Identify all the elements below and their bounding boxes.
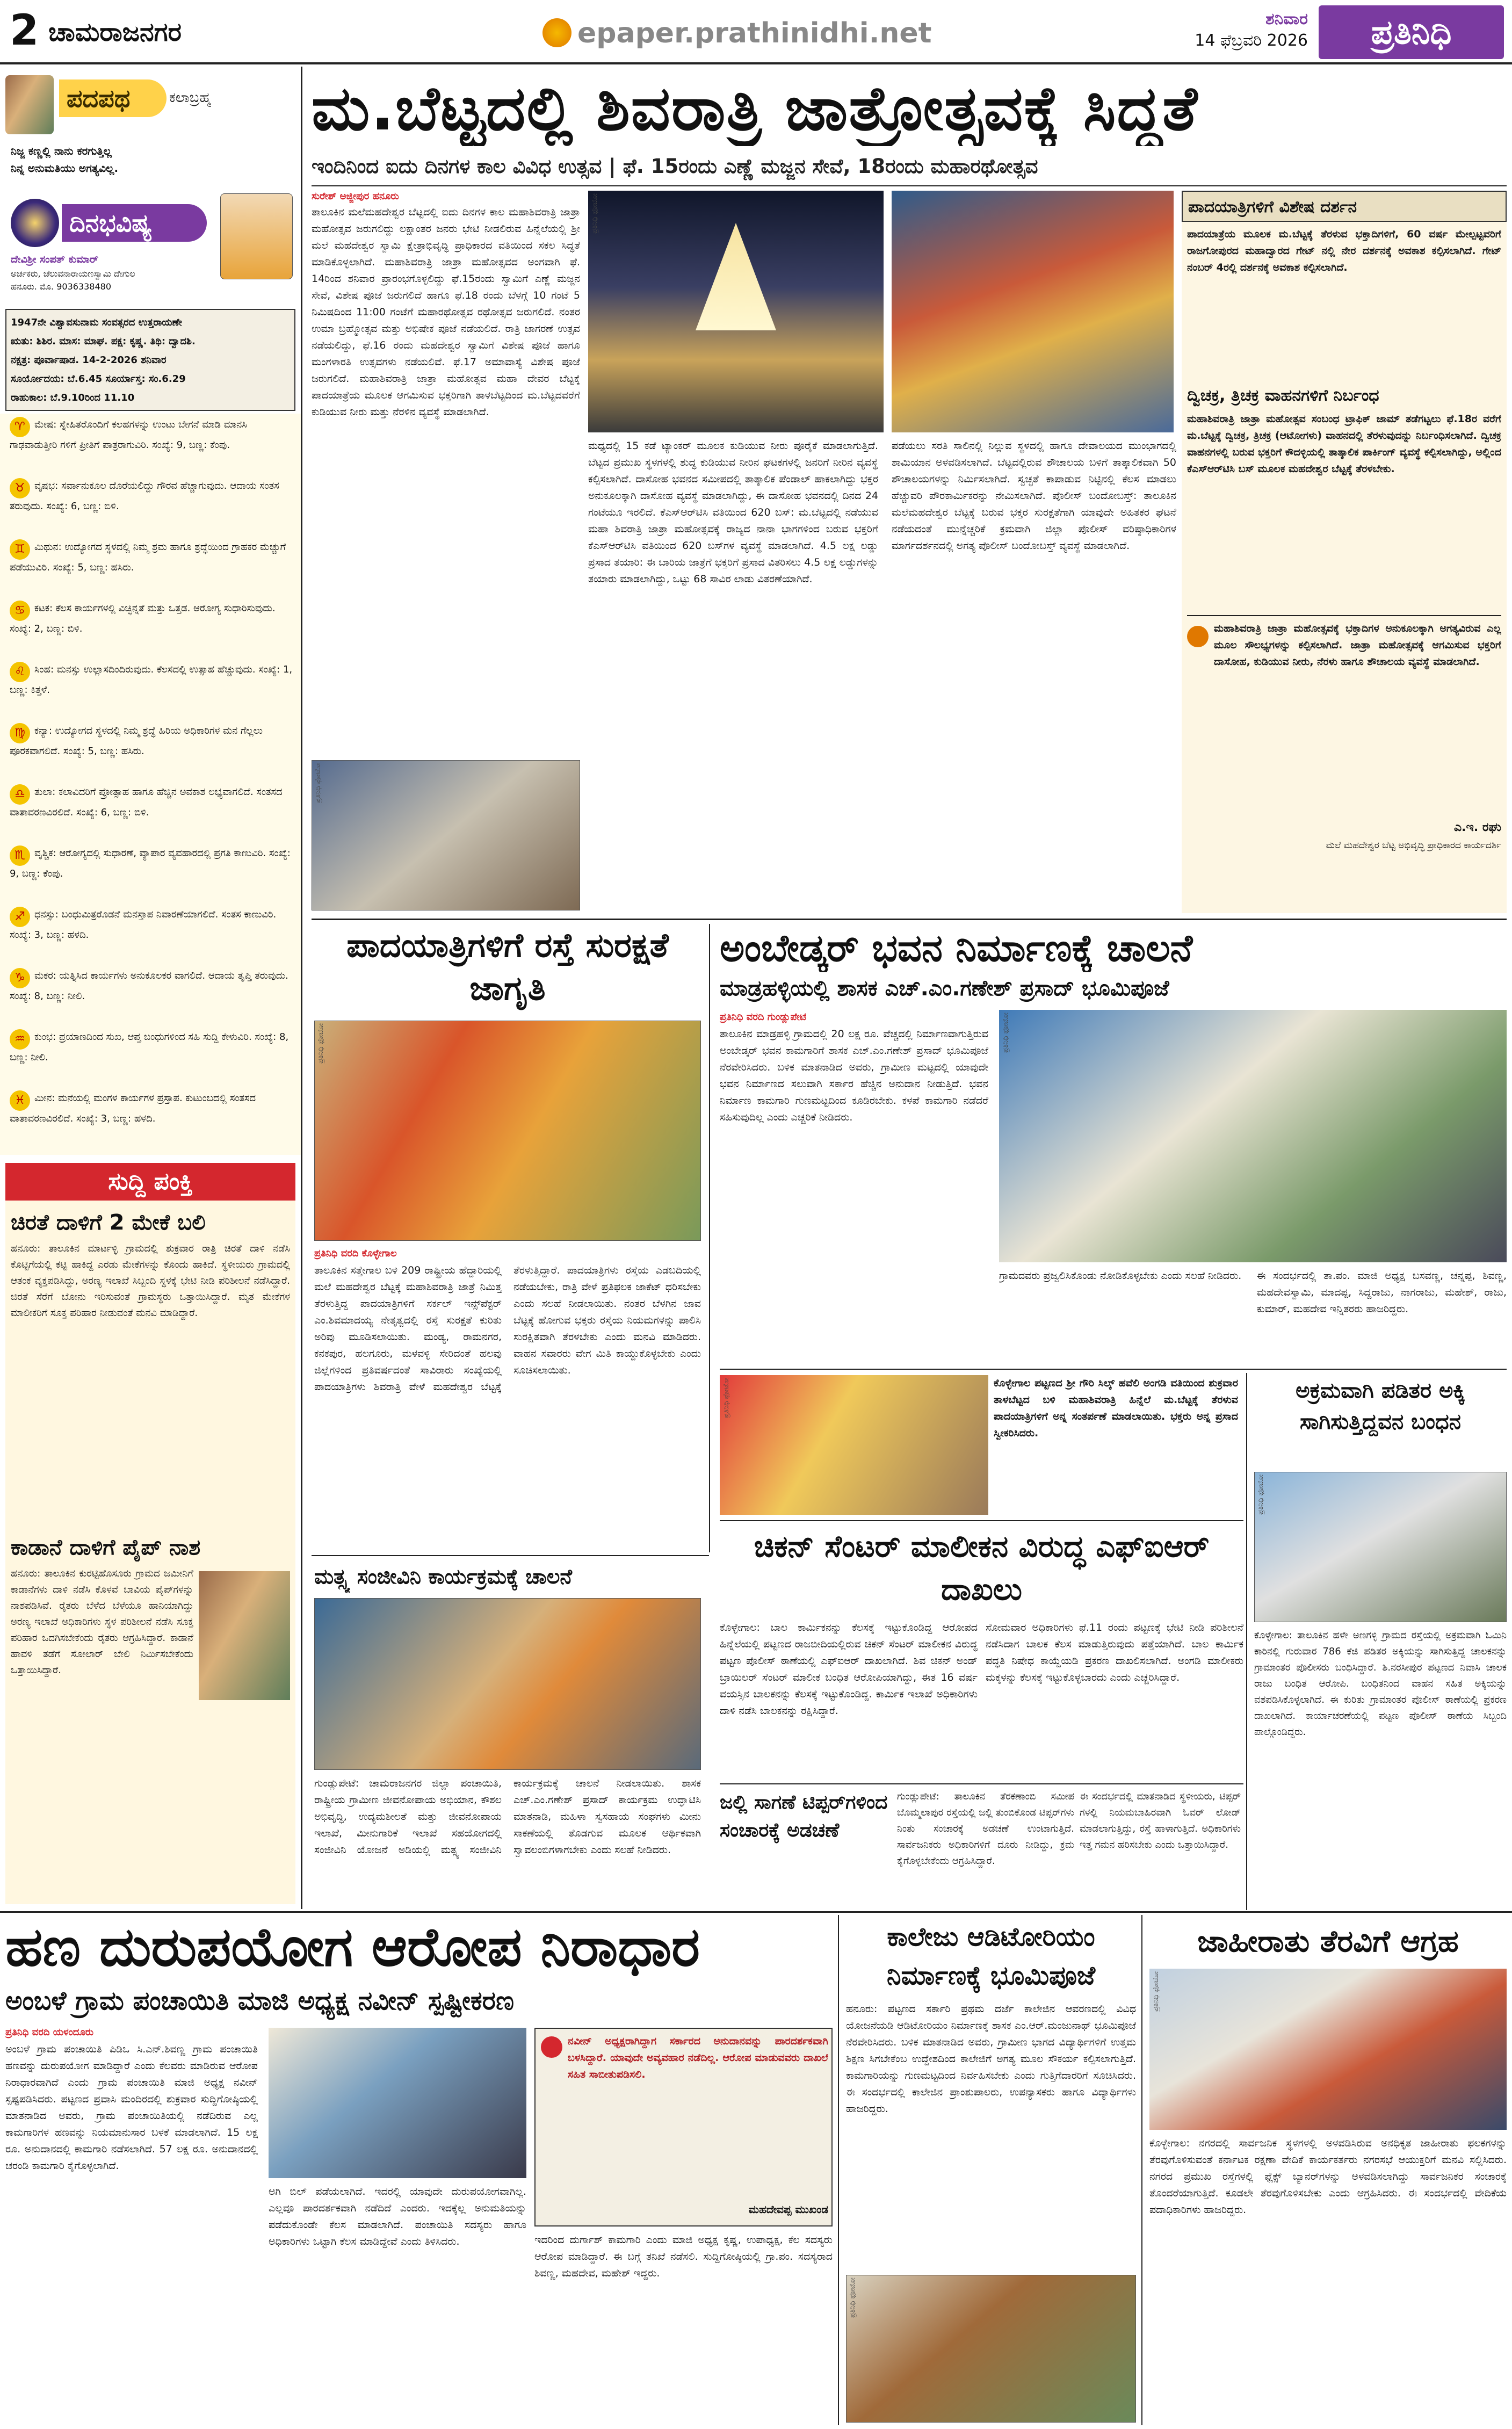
college-headline: ಕಾಲೇಜು ಆಡಿಟೋರಿಯಂ ನಿರ್ಮಾಣಕ್ಕೆ ಭೂಮಿಪೂಜೆ: [886, 1922, 1096, 1991]
quote-icon: [541, 2036, 562, 2058]
temple-tower-shape: [696, 223, 776, 330]
ambedkar-body: ತಾಲೂಕಿನ ಮಾಡ್ರಹಳ್ಳಿ ಗ್ರಾಮದಲ್ಲಿ 20 ಲಕ್ಷ ರೂ. ವೆಚ್ಚದಲ್ಲಿ ನಿರ್ಮಾಣವಾಗುತ್ತಿರುವ ಅಂಬೇಡ್ಕರ್ ಭವನ ಕಾಮಗಾರಿಗೆ ಶಾಸಕ ಎಚ್.ಎಂ.ಗಣೇಶ್ ಪ್ರಸಾದ್ ಭೂಮಿಪೂಜೆ ನೆರವೇರಿಸಿದರು. ಬಳಿಕ ಮಾತನಾಡಿದ ಅವರು, ಗ್ರಾಮೀಣ ಮಟ್ಟದಲ್ಲಿ ಯಾವುದೇ ಭವನ ನಿರ್ಮಾಣದ ಸಲುವಾಗಿ ಸರ್ಕಾರ ಹೆಚ್ಚಿನ ಅನುದಾನ ನೀಡುತ್ತಿದೆ. ಭವನ ನಿರ್ಮಾಣ ಕಾಮಗಾರಿ ಗುಣಮಟ್ಟದಿಂದ ಕೂಡಿರಬೇಕು. ಕಳಪೆ ಕಾಮಗಾರಿ ನಡೆದರೆ ಸಹಿಸುವುದಿಲ್ಲ ಎಂದು ಎಚ್ಚರಿಕೆ ನೀಡಿದರು.: [720, 1028, 988, 1123]
ambedkar-caption: ಗ್ರಾಮದವರು ಪ್ರಜ್ವಲಿಸಿಕೊಂಡು ನೋಡಿಕೊಳ್ಳಬೇಕು ಎಂದು ಸಲಹೆ ನೀಡಿದರು.: [999, 1270, 1242, 1282]
horoscope-row: ♊ ಮಿಥುನ: ಉದ್ಯೋಗದ ಸ್ಥಳದಲ್ಲಿ ನಿಮ್ಮ ಶ್ರಮ ಹಾಗೂ ಶ್ರದ್ಧೆಯಿಂದ ಗ್ರಾಹಕರ ಮೆಚ್ಚುಗೆ ಪಡೆಯುವಿರಿ. ಸಂಖ್ಯೆ: 5, ಬಣ್ಣ: ಹಸಿರು.: [10, 539, 294, 576]
jalli-headline: ಜಲ್ಲಿ ಸಾಗಣೆ ಟಿಪ್ಪರ್‌ಗಳಿಂದ ಸಂಚಾರಕ್ಕೆ ಅಡಚಣೆ: [720, 1791, 888, 1841]
photo-credit: ಪ್ರತಿನಿಧಿ ಫೋಟೋ: [317, 1023, 325, 1064]
virgo-icon: ♍: [10, 723, 30, 743]
temple-night-photo: [588, 191, 884, 432]
college-photo: [846, 2275, 1136, 2423]
hana-quote-by: ಮಹದೇವಪ್ಪ ಮುಖಂಡ: [748, 2203, 828, 2216]
lead-photo-dasoha: [312, 760, 580, 910]
horoscope-list: [0, 414, 301, 1155]
jahiratu-photo: [1149, 1969, 1507, 2130]
college-body: ಹನೂರು: ಪಟ್ಟಣದ ಸರ್ಕಾರಿ ಪ್ರಥಮ ದರ್ಜೆ ಕಾಲೇಜಿನ ಆವರಣದಲ್ಲಿ ವಿವಿಧ ಯೋಜನೆಯಡಿ ಆಡಿಟೋರಿಯಂ ನಿರ್ಮಾಣಕ್ಕೆ ಶಾಸಕ ಎಂ.ಆರ್.ಮಂಜುನಾಥ್ ಭೂಮಿಪೂಜೆ ನೆರವೇರಿಸಿದರು. ಬಳಿಕ ಮಾತನಾಡಿದ ಅವರು, ಗ್ರಾಮೀಣ ಭಾಗದ ವಿದ್ಯಾರ್ಥಿಗಳಿಗೆ ಉತ್ತಮ ಶಿಕ್ಷಣ ಸಿಗಬೇಕೆಂಬ ಉದ್ದೇಶದಿಂದ ಕಾಲೇಜಿಗೆ ಅಗತ್ಯ ಮೂಲ ಸೌಕರ್ಯ ಕಲ್ಪಿಸಲಾಗುತ್ತಿದೆ. ಕಾಮಗಾರಿಯನ್ನು ಗುಣಮಟ್ಟದಿಂದ ನಿರ್ವಹಿಸಬೇಕು ಎಂದು ಗುತ್ತಿಗೆದಾರರಿಗೆ ಸೂಚಿಸಿದರು. ಈ ಸಂದರ್ಭದಲ್ಲಿ ಕಾಲೇಜಿನ ಪ್ರಾಂಶುಪಾಲರು, ಉಪನ್ಯಾಸಕರು ಹಾಗೂ ವಿದ್ಯಾರ್ಥಿಗಳು ಹಾಜರಿದ್ದರು.: [846, 2003, 1136, 2115]
aquarius-icon: ♒: [10, 1029, 30, 1050]
horoscope-row: ♉ ವೃಷಭ: ಸರ್ವಾನುಕೂಲ ದೊರೆಯಲಿದ್ದು ಗೌರವ ಹೆಚ್ಚಾಗುವುದು. ಆದಾಯ ಸಂತಸ ತರುವುದು. ಸಂಖ್ಯೆ: 6, ಬಣ್ಣ: ಬಿಳಿ.: [10, 478, 294, 515]
photo-credit: ಪ್ರತಿನಿಧಿ ಫೋಟೋ: [1152, 1971, 1160, 2012]
hana-headline: ಹಣ ದುರುಪಯೋಗ ಆರೋಪ ನಿರಾಧಾರ: [5, 1918, 700, 1977]
suddi-title: ಸುದ್ದಿ ಪಂಕ್ತಿ: [5, 1163, 295, 1201]
sidebar-body-1: ಪಾದಯಾತ್ರೆಯ ಮೂಲಕ ಮ.ಬೆಟ್ಟಕ್ಕೆ ತೆರಳುವ ಭಕ್ತಾದಿಗಳಿಗೆ, 60 ವರ್ಷ ಮೇಲ್ಪಟ್ಟವರಿಗೆ ರಾಜಗೋಪುರದ ಮಹಾದ್ವಾರದ ಗೇಟ್ ನಲ್ಲಿ ನೇರ ದರ್ಶನಕ್ಕೆ ಅವಕಾಶ ಕಲ್ಪಿಸಲಾಗಿದೆ. ಗೇಟ್ ನಂಬರ್ 4ರಲ್ಲಿ ದರ್ಶನಕ್ಕೆ ಅವಕಾಶ ಕಲ್ಪಿಸಲಾಗಿದೆ.: [1187, 228, 1501, 273]
zodiac-wheel-icon: [11, 199, 59, 247]
jahiratu-headline: ಜಾಹೀರಾತು ತೆರವಿಗೆ ಆಗ್ರಹ: [1197, 1924, 1459, 1959]
poet-photo: [5, 75, 54, 134]
jalli-body: ಗುಂಡ್ಲುಪೇಟೆ: ತಾಲೂಕಿನ ತೆರಕಣಾಂಬಿ ಸಮೀಪ ಬೊಮ್ಮಲಾಪುರ ರಸ್ತೆಯಲ್ಲಿ ಜಲ್ಲಿ ತುಂಬಿಕೊಂಡ ಟಿಪ್ಪರ್‌ಗಳು ನಿಂತು ಸಂಚಾರಕ್ಕೆ ಅಡಚಣೆ ಉಂಟಾಗುತ್ತಿದೆ. ಸಾರ್ವಜನಿಕರು ಅಧಿಕಾರಿಗಳಿಗೆ ದೂರು ನೀಡಿದ್ದು, ಕ್ರಮ ಕೈಗೊಳ್ಳಬೇಕೆಂದು ಆಗ್ರಹಿಸಿದ್ದಾರೆ.: [897, 1791, 1074, 1867]
scorpio-icon: ♏: [10, 845, 30, 866]
astrologer-photo: [220, 193, 293, 279]
annadana-photo: [720, 1375, 988, 1515]
cancer-icon: ♋: [10, 601, 30, 621]
photo-credit: ಪ್ರತಿನಿಧಿ ಫೋಟೋ: [722, 1378, 730, 1418]
taurus-icon: ♉: [10, 478, 30, 498]
page-number: 2: [10, 6, 39, 55]
lead-byline: ಸುರೇಶ್ ಅಜ್ಜೀಪುರ ಹನೂರು: [312, 191, 399, 202]
sidebar-quote-by: ಎ.ಇ. ರಘು: [1454, 821, 1501, 834]
photo-credit: ಪ್ರತಿನಿಧಿ ಫೋಟೋ: [591, 193, 599, 234]
jalli-body-2: ಈ ಸಂದರ್ಭದಲ್ಲಿ ಮಾತನಾಡಿದ ಸ್ಥಳೀಯರು, ಟಿಪ್ಪರ್ ಗಳಲ್ಲಿ ನಿಯಮಬಾಹಿರವಾಗಿ ಓವರ್ ಲೋಡ್ ಮಾಡಲಾಗುತ್ತಿದ್ದು, ರಸ್ತೆ ಹಾಳಾಗುತ್ತಿದೆ. ಅಧಿಕಾರಿಗಳು ಇತ್ತ ಗಮನ ಹರಿಸಬೇಕು ಎಂದು ಒತ್ತಾಯಿಸಿದ್ದಾರೆ.: [1080, 1791, 1241, 1850]
jahiratu-body: ಕೊಳ್ಳೇಗಾಲ: ನಗರದಲ್ಲಿ ಸಾರ್ವಜನಿಕ ಸ್ಥಳಗಳಲ್ಲಿ ಅಳವಡಿಸಿರುವ ಅನಧಿಕೃತ ಜಾಹೀರಾತು ಫಲಕಗಳನ್ನು ತೆರವುಗೊಳಿಸುವಂತೆ ಕರ್ನಾಟಕ ರಕ್ಷಣಾ ವೇದಿಕೆ ಕಾರ್ಯಕರ್ತರು ನಗರಸಭೆ ಆಯುಕ್ತರಿಗೆ ಮನವಿ ಸಲ್ಲಿಸಿದರು. ನಗರದ ಪ್ರಮುಖ ರಸ್ತೆಗಳಲ್ಲಿ ಫ್ಲೆಕ್ಸ್ ಬ್ಯಾನರ್‌ಗಳನ್ನು ಅಳವಡಿಸಲಾಗಿದ್ದು ಸಾರ್ವಜನಿಕರ ಸಂಚಾರಕ್ಕೆ ತೊಂದರೆಯಾಗುತ್ತಿದೆ. ಕೂಡಲೇ ತೆರವುಗೊಳಿಸಬೇಕು ಎಂದು ಆಗ್ರಹಿಸಿದರು. ಈ ಸಂದರ್ಭದಲ್ಲಿ ವೇದಿಕೆಯ ಪದಾಧಿಕಾರಿಗಳು ಹಾಜರಿದ್ದರು.: [1149, 2137, 1507, 2216]
masthead: [0, 0, 1512, 64]
matsya-headline: ಮತ್ಸ್ಯ ಸಂಜೀವಿನಿ ಕಾರ್ಯಕ್ರಮಕ್ಕೆ ಚಾಲನೆ: [314, 1565, 573, 1588]
ambedkar-byline: ಪ್ರತಿನಿಧಿ ವರದಿ ಗುಂಡ್ಲುಪೇಟೆ: [720, 1011, 807, 1023]
horoscope-row: ♌ ಸಿಂಹ: ಮನಸ್ಸು ಉಲ್ಲಾಸದಿಂದಿರುವುದು. ಕೆಲಸದಲ್ಲಿ ಉತ್ಸಾಹ ಹೆಚ್ಚುವುದು. ಸಂಖ್ಯೆ: 1, ಬಣ್ಣ: ಕಿತ್ತಳೆ.: [10, 662, 294, 698]
photo-credit: ಪ್ರತಿನಿಧಿ ಫೋಟೋ: [1002, 1013, 1010, 1053]
matsya-body: ಗುಂಡ್ಲುಪೇಟೆ: ಚಾಮರಾಜನಗರ ಜಿಲ್ಲಾ ಪಂಚಾಯಿತಿ, ರಾಷ್ಟ್ರೀಯ ಗ್ರಾಮೀಣ ಜೀವನೋಪಾಯ ಅಭಿಯಾನ, ಕೌಶಲ ಅಭಿವೃದ್ಧಿ, ಉದ್ಯಮಶೀಲತೆ ಮತ್ತು ಜೀವನೋಪಾಯ ಇಲಾಖೆ, ಮೀನುಗಾರಿಕೆ ಇಲಾಖೆ ಸಹಯೋಗದಲ್ಲಿ ಸಂಜೀವಿನಿ ಯೋಜನೆ ಅಡಿಯಲ್ಲಿ ಮತ್ಸ್ಯ ಸಂಜೀವಿನಿ ಕಾರ್ಯಕ್ರಮಕ್ಕೆ ಚಾಲನೆ ನೀಡಲಾಯಿತು. ಶಾಸಕ ಎಚ್.ಎಂ.ಗಣೇಶ್ ಪ್ರಸಾದ್ ಕಾರ್ಯಕ್ರಮ ಉದ್ಘಾಟಿಸಿ ಮಾತನಾಡಿ, ಮಹಿಳಾ ಸ್ವಸಹಾಯ ಸಂಘಗಳು ಮೀನು ಸಾಕಣೆಯಲ್ಲಿ ತೊಡಗುವ ಮೂಲಕ ಆರ್ಥಿಕವಾಗಿ ಸ್ವಾವಲಂಬಿಗಳಾಗಬೇಕು ಎಂದು ಸಲಹೆ ನೀಡಿದರು.: [314, 1777, 701, 1856]
padayatri-headline: ಪಾದಯಾತ್ರಿಗಳಿಗೆ ರಸ್ತೆ ಸುರಕ್ಷತೆ ಜಾಗೃತಿ: [346, 926, 669, 1008]
horoscope-row: ♍ ಕನ್ಯಾ: ಉದ್ಯೋಗದ ಸ್ಥಳದಲ್ಲಿ ನಿಮ್ಮ ಶ್ರದ್ಧೆ ಹಿರಿಯ ಅಧಿಕಾರಿಗಳ ಮನ ಗೆಲ್ಲಲು ಪೂರಕವಾಗಲಿದೆ. ಸಂಖ್ಯೆ: 5, ಬಣ್ಣ: ಹಸಿರು.: [10, 723, 294, 760]
sidebar-body-2: ಮಹಾಶಿವರಾತ್ರಿ ಜಾತ್ರಾ ಮಹೋತ್ಸವ ಸಂಬಂಧ ಟ್ರಾಫಿಕ್ ಜಾಮ್ ತಡೆಗಟ್ಟಲು ಫೆ.18ರ ವರೆಗೆ ಮ.ಬೆಟ್ಟಕ್ಕೆ ದ್ವಿಚಕ್ರ, ತ್ರಿಚಕ್ರ (ಆಟೋಗಳು) ವಾಹನದಲ್ಲಿ ತೆರಳುವುದನ್ನು ನಿರ್ಬಂಧಿಸಲಾಗಿದೆ. ದ್ವಿಚಕ್ರ ವಾಹನಗಳಲ್ಲಿ ಬರುವ ಭಕ್ತರಿಗೆ ಕೌದಳ್ಳಿಯಲ್ಲಿ ತಾತ್ಕಾಲಿಕ ಪಾರ್ಕಿಂಗ್ ವ್ಯವಸ್ಥೆ ಕಲ್ಪಿಸಲಾಗಿದ್ದು, ಅಲ್ಲಿಂದ ಕೆಎಸ್‌ಆರ್‌ಟಿಸಿ ಬಸ್ ಮೂಲಕ ಮಹದೇಶ್ವರ ಬೆಟ್ಟಕ್ಕೆ ತೆರಳಬೇಕು.: [1187, 413, 1501, 475]
annadana-body: ಕೊಳ್ಳೇಗಾಲ ಪಟ್ಟಣದ ಶ್ರೀ ಗೌರಿ ಸಿಲ್ಕ್ ಹವೆಲಿ ಅಂಗಡಿ ವತಿಯಿಂದ ಶುಕ್ರವಾರ ತಾಳಬೆಟ್ಟದ ಬಳಿ ಮಹಾಶಿವರಾತ್ರಿ ಹಿನ್ನೆಲೆ ಮ.ಬೆಟ್ಟಕ್ಕೆ ತೆರಳುವ ಪಾದಯಾತ್ರಿಗಳಿಗೆ ಅನ್ನ ಸಂತರ್ಪಣೆ ಮಾಡಲಾಯಿತು. ಭಕ್ತರು ಅನ್ನ ಪ್ರಸಾದ ಸ್ವೀಕರಿಸಿದರು.: [994, 1377, 1238, 1439]
brand-logo: ಪ್ರತಿನಿಧಿ: [1319, 5, 1504, 59]
lead-sidebar: [1182, 191, 1507, 913]
dinabhavishya-box: [5, 193, 295, 306]
ambedkar-headline: ಅಂಬೇಡ್ಕರ್ ಭವನ ನಿರ್ಮಾಣಕ್ಕೆ ಚಾಲನೆ: [720, 926, 1193, 970]
ambedkar-body-2: ಈ ಸಂದರ್ಭದಲ್ಲಿ ತಾ.ಪಂ. ಮಾಜಿ ಅಧ್ಯಕ್ಷ ಬಸವಣ್ಣ, ಚನ್ನಪ್ಪ, ಶಿವಣ್ಣ, ಮಹದೇವಸ್ವಾಮಿ, ಮಾದಪ್ಪ, ಸಿದ್ದರಾಜು, ನಾಗರಾಜು, ಮಹೇಶ್, ರಾಜು, ಕುಮಾರ್, ಮಹದೇವ ಇನ್ನಿತರರು ಹಾಜರಿದ್ದರು.: [1257, 1270, 1507, 1315]
sidebar-quote: ಮಹಾಶಿವರಾತ್ರಿ ಜಾತ್ರಾ ಮಹೋತ್ಸವಕ್ಕೆ ಭಕ್ತಾದಿಗಳ ಅನುಕೂಲಕ್ಕಾಗಿ ಅಗತ್ಯವಿರುವ ಎಲ್ಲ ಮೂಲ ಸೌಲಭ್ಯಗಳನ್ನು ಕಲ್ಪಿಸಲಾಗಿದೆ. ಜಾತ್ರಾ ಮಹೋತ್ಸವಕ್ಕೆ ಆಗಮಿಸುವ ಭಕ್ತರಿಗೆ ದಾಸೋಹ, ಕುಡಿಯುವ ನೀರು, ನೆರಳು ಹಾಗೂ ಶೌಚಾಲಯ ವ್ಯವಸ್ಥೆ ಮಾಡಲಾಗಿದೆ.: [1214, 623, 1501, 668]
hana-body-2: ಅಗಿ ಬಿಲ್ ಪಡೆಯಲಾಗಿದೆ. ಇದರಲ್ಲಿ ಯಾವುದೇ ದುರುಪಯೋಗವಾಗಿಲ್ಲ. ಎಲ್ಲವೂ ಪಾರದರ್ಶಕವಾಗಿ ನಡೆದಿದೆ ಎಂದರು. ಇದಕ್ಕೆಲ್ಲ ಅನುಮತಿಯನ್ನು ಪಡೆದುಕೊಂಡೇ ಕೆಲಸ ಮಾಡಲಾಗಿದೆ. ಪಂಚಾಯಿತಿ ಸದಸ್ಯರು ಹಾಗೂ ಅಧಿಕಾರಿಗಳು ಒಟ್ಟಾಗಿ ಕೆಲಸ ಮಾಡಿದ್ದೇವೆ ಎಂದು ತಿಳಿಸಿದರು.: [269, 2186, 526, 2247]
photo-credit: ಪ್ರತಿನಿಧಿ ಫೋಟೋ: [1257, 1474, 1265, 1515]
website-url[interactable]: epaper.prathinidhi.net: [577, 17, 932, 49]
padapatha-quote: ನಿಜ್ಜ ಕಣ್ಣಲ್ಲಿ ನಾನು ಕರಗುತ್ತಿಲ್ಲ ನಿನ್ನ ಅನುಮತಿಯು ಅಗತ್ಯವಿಲ್ಲ.: [11, 144, 119, 175]
pisces-icon: ♓: [10, 1090, 30, 1111]
gemini-icon: ♊: [10, 539, 30, 560]
matsya-photo: [314, 1598, 701, 1770]
ambedkar-subhead: ಮಾಡ್ರಹಳ್ಳಿಯಲ್ಲಿ ಶಾಸಕ ಎಚ್.ಎಂ.ಗಣೇಶ್ ಪ್ರಸಾದ್ ಭೂಮಿಪೂಜೆ: [720, 976, 1169, 1001]
crowd-photo: [892, 191, 1174, 432]
lead-column-2: ಮಧ್ಯದಲ್ಲಿ 15 ಕಡೆ ಟ್ಯಾಂಕರ್ ಮೂಲಕ ಕುಡಿಯುವ ನೀರು ಪೂರೈಕೆ ಮಾಡಲಾಗುತ್ತಿದೆ. ಬೆಟ್ಟದ ಪ್ರಮುಖ ಸ್ಥಳಗಳಲ್ಲಿ ಶುದ್ಧ ಕುಡಿಯುವ ನೀರಿನ ಘಟಕಗಳಲ್ಲಿ ಜನರಿಗೆ ನೀರಿನ ವ್ಯವಸ್ಥೆ ಕಲ್ಪಿಸಲಾಗಿದೆ. ದಾಸೋಹ ಭವನದ ಸಮೀಪದಲ್ಲಿ ತಾತ್ಕಾಲಿಕ ಪೆಂಡಾಲ್ ಹಾಕಲಾಗಿದ್ದು ಭಕ್ತರ ಅನುಕೂಲಕ್ಕಾಗಿ ದಾಸೋಹ ವ್ಯವಸ್ಥೆ ಮಾಡಲಾಗಿದ್ದು, ಈ ದಾಸೋಹ ಭವನದಲ್ಲಿ ದಿನದ 24 ಗಂಟೆಯೂ ಇರಲಿದೆ. ಕೆಎಸ್‌ಆರ್‌ಟಿಸಿ ವತಿಯಿಂದ 620 ಬಸ್: ಮ.ಬೆಟ್ಟದಲ್ಲಿ ನಡೆಯುವ ಮಹಾ ಶಿವರಾತ್ರಿ ಜಾತ್ರಾ ಮಹೋತ್ಸವಕ್ಕೆ ರಾಜ್ಯದ ನಾನಾ ಭಾಗಗಳಿಂದ ಬರುವ ಭಕ್ತರಿಗೆ ಕೆಎಸ್‌ಆರ್‌ಟಿಸಿ ವತಿಯಿಂದ 620 ಬಸ್‌ಗಳ ವ್ಯವಸ್ಥೆ ಮಾಡಲಾಗಿದೆ. 4.5 ಲಕ್ಷ ಲಡ್ಡು ಪ್ರಸಾದ ತಯಾರಿ: ಈ ಬಾರಿಯ ಜಾತ್ರೆಗೆ ಭಕ್ತರಿಗೆ ಪ್ರಸಾದ ವಿತರಿಸಲು 4.5 ಲಕ್ಷ ಲಡ್ಡುಗಳನ್ನು ತಯಾರು ಮಾಡಲಾಗಿದ್ದು, ಒಟ್ಟು 68 ಸಾವಿರ ಲಾಡು ವಿತರಣೆಯಾಗಿದೆ.: [588, 440, 878, 585]
chicken-body: ಕೊಳ್ಳೇಗಾಲ: ಬಾಲ ಕಾರ್ಮಿಕನನ್ನು ಕೆಲಸಕ್ಕೆ ಇಟ್ಟುಕೊಂಡಿದ್ದ ಆರೋಪದ ಹಿನ್ನೆಲೆಯಲ್ಲಿ ಪಟ್ಟಣದ ರಾಜಬೀದಿಯಲ್ಲಿರುವ ಚಿಕನ್ ಸೆಂಟರ್ ಮಾಲೀಕನ ವಿರುದ್ಧ ಪಟ್ಟಣ ಪೊಲೀಸ್ ಠಾಣೆಯಲ್ಲಿ ಎಫ್‌ಐಆರ್ ದಾಖಲಾಗಿದೆ. ಶಿವ ಚಿಕನ್ ಅಂಡ್ ಬ್ರಾಯಿಲರ್ ಸೆಂಟರ್ ಮಾಲೀಕ ಬಂಧಿತ ಆರೋಪಿಯಾಗಿದ್ದು, ಈತ 16 ವರ್ಷ ವಯಸ್ಸಿನ ಬಾಲಕನನ್ನು ಕೆಲಸಕ್ಕೆ ಇಟ್ಟುಕೊಂಡಿದ್ದ. ಕಾರ್ಮಿಕ ಇಲಾಖೆ ಅಧಿಕಾರಿಗಳು ದಾಳಿ ನಡೆಸಿ ಬಾಲಕನನ್ನು ರಕ್ಷಿಸಿದ್ದಾರೆ.: [720, 1622, 978, 1717]
dinabhavishya-title: ದಿನಭವಿಷ್ಯ: [62, 204, 207, 242]
sidebar-title-2: ದ್ವಿಚಕ್ರ, ತ್ರಿಚಕ್ರ ವಾಹನಗಳಿಗೆ ನಿರ್ಬಂಧ: [1187, 386, 1379, 405]
padapatha-author: ಕಲಾಬ್ರಹ್ಮ: [169, 90, 212, 106]
akki-photo: [1254, 1472, 1507, 1622]
hana-byline: ಪ್ರತಿನಿಧಿ ವರದಿ ಯಳಂದೂರು: [5, 2027, 94, 2038]
sun-logo-icon: [542, 18, 571, 47]
elephant-damage-photo: [199, 1571, 290, 1700]
horoscope-row: ♓ ಮೀನ: ಮನೆಯಲ್ಲಿ ಮಂಗಳ ಕಾರ್ಯಗಳ ಪ್ರಸ್ತಾಪ. ಕುಟುಂಬದಲ್ಲಿ ಸಂತಸದ ವಾತಾವರಣವಿರಲಿದೆ. ಸಂಖ್ಯೆ: 3, ಬಣ್ಣ: ಹಳದಿ.: [10, 1090, 294, 1127]
sagittarius-icon: ♐: [10, 907, 30, 927]
horoscope-row: ♋ ಕಟಕ: ಕೆಲಸ ಕಾರ್ಯಗಳಲ್ಲಿ ವಿಚ್ಛಿನ್ನತೆ ಮತ್ತು ಒತ್ತಡ. ಆರೋಗ್ಯ ಸುಧಾರಿಸುವುದು. ಸಂಖ್ಯೆ: 2, ಬಣ್ಣ: ಬಿಳಿ.: [10, 601, 294, 637]
lead-column-1: ತಾಲೂಕಿನ ಮಲೆಮಹದೇಶ್ವರ ಬೆಟ್ಟದಲ್ಲಿ ಐದು ದಿನಗಳ ಕಾಲ ಮಹಾಶಿವರಾತ್ರಿ ಜಾತ್ರಾ ಮಹೋತ್ಸವ ಜರುಗಲಿದ್ದು ಲಕ್ಷಾಂತರ ಜನರು ಭೇಟಿ ನೀಡಲಿರುವ ಹಿನ್ನೆಲೆಯಲ್ಲಿ ಶ್ರೀ ಮಲೆ ಮಹದೇಶ್ವರ ಸ್ವಾಮಿ ಕ್ಷೇತ್ರಾಭಿವೃದ್ಧಿ ಪ್ರಾಧಿಕಾರದ ವತಿಯಿಂದ ಸಕಲ ಸಿದ್ಧತೆ ಮಾಡಿಕೊಳ್ಳಲಾಗಿದೆ. ಮಹಾಶಿವರಾತ್ರಿ ಜಾತ್ರಾ ಮಹೋತ್ಸವದ ಅಂಗವಾಗಿ ಫೆ. 14ರಿಂದ ಶನಿವಾರ ಪ್ರಾರಂಭಗೊಳ್ಳಲಿದ್ದು ಫೆ.15ರಂದು ಸ್ವಾಮಿಗೆ ಎಣ್ಣೆ ಮಜ್ಜನ ಸೇವೆ, ವಿಶೇಷ ಪೂಜೆ ಜರುಗಲಿದೆ ಹಾಗೂ ಫೆ.18 ರಂದು ಬೆಳಗ್ಗೆ 10 ಗಂಟೆ 5 ನಿಮಿಷದಿಂದ 11:00 ಗಂಟೆಗೆ ಮಹಾರಥೋತ್ಸವ ರಥೋತ್ಸವ ಜರುಗಲಿದೆ. ನಂತರ ಉಮಾ ಬ್ರಹ್ಮೋತ್ಸವ ಮತ್ತು ಅಭಿಷೇಕ ಪೂಜೆ ನಡೆಯಲಿದೆ. ರಾತ್ರಿ ಜಾಗರಣೆ ಉತ್ಸವ ನಡೆಯಲಿದ್ದು, ಫೆ.16 ರಂದು ಮಹದೇಶ್ವರ ಸ್ವಾಮಿಗೆ ವಿಶೇಷ ಪೂಜೆ ಹಾಗೂ ಮಂಗಳಾರತಿ ಉತ್ಸವಗಳು ನಡೆಯಲಿವೆ. ಫೆ.17 ಅಮಾವಾಸ್ಯೆ ವಿಶೇಷ ಪೂಜೆ ಜರುಗಲಿದೆ. ಮಹಾಶಿವರಾತ್ರಿ ಜಾತ್ರಾ ಮಹೋತ್ಸವ ಮಹಾ ದೇವರ ಬೆಟ್ಟಕ್ಕೆ ಪಾದಯಾತ್ರೆಯ ಮೂಲಕ ಆಗಮಿಸುವ ಭಕ್ತರಿಗಾಗಿ ತಾಳಬೆಟ್ಟದಿಂದ ಮ.ಬೆಟ್ಟದವರೆಗೆ ಕುಡಿಯುವ ನೀರು ಮತ್ತು ನೆರಳಿನ ವ್ಯವಸ್ಥೆ ಮಾಡಲಾಗಿದೆ.: [312, 206, 580, 418]
hana-quote: ನವೀನ್ ಅಧ್ಯಕ್ಷರಾಗಿದ್ದಾಗ ಸರ್ಕಾರದ ಅನುದಾನವನ್ನು ಪಾರದರ್ಶಕವಾಗಿ ಬಳಸಿದ್ದಾರೆ. ಯಾವುದೇ ಅವ್ಯವಹಾರ ನಡೆದಿಲ್ಲ. ಆರೋಪ ಮಾಡುವವರು ದಾಖಲೆ ಸಹಿತ ಸಾಬೀತುಪಡಿಸಲಿ.: [568, 2035, 828, 2080]
hana-press-photo: [269, 2028, 526, 2178]
suddi-item2-body: ಹನೂರು: ತಾಲೂಕಿನ ಕುರಟ್ಟಿಹೊಸೂರು ಗ್ರಾಮದ ಜಮೀನಿಗೆ ಕಾಡಾನೆಗಳು ದಾಳಿ ನಡೆಸಿ ಕೊಳವೆ ಬಾವಿಯ ಪೈಪ್‌ಗಳನ್ನು ನಾಶಪಡಿಸಿವೆ. ರೈತರು ಬೆಳೆದ ಬೆಳೆಯೂ ಹಾನಿಯಾಗಿದ್ದು ಅರಣ್ಯ ಇಲಾಖೆ ಅಧಿಕಾರಿಗಳು ಸ್ಥಳ ಪರಿಶೀಲನೆ ನಡೆಸಿ ಸೂಕ್ತ ಪರಿಹಾರ ಒದಗಿಸಬೇಕೆಂದು ರೈತರು ಆಗ್ರಹಿಸಿದ್ದಾರೆ. ಕಾಡಾನೆ ಹಾವಳಿ ತಡೆಗೆ ಸೋಲಾರ್ ಬೇಲಿ ನಿರ್ಮಿಸಬೇಕೆಂದು ಒತ್ತಾಯಿಸಿದ್ದಾರೆ.: [11, 1568, 193, 1676]
date: 14 ಫೆಬ್ರವರಿ 2026: [1195, 31, 1308, 50]
panchanga-box: [5, 309, 295, 411]
horoscope-row: ♐ ಧನಸ್ಸು: ಬಂಧುಮಿತ್ರರೊಡನೆ ಮನಸ್ತಾಪ ನಿವಾರಣೆಯಾಗಲಿದೆ. ಸಂತಸ ಕಾಣುವಿರಿ. ಸಂಖ್ಯೆ: 3, ಬಣ್ಣ: ಹಳದಿ.: [10, 907, 294, 943]
suddi-item1-headline: ಚಿರತೆ ದಾಳಿಗೆ 2 ಮೇಕೆ ಬಲಿ: [11, 1210, 206, 1235]
hana-quote-box: [534, 2028, 833, 2226]
hana-body-3: ಇದರಿಂದ ದುರ್ಗಾಶ್ ಕಾಮಗಾರಿ ಎಂದು ಮಾಜಿ ಅಧ್ಯಕ್ಷ ಕೃಷ್ಣ, ಉಪಾಧ್ಯಕ್ಷ, ಕೆಲ ಸದಸ್ಯರು ಆರೋಪ ಮಾಡಿದ್ದಾರೆ. ಈ ಬಗ್ಗೆ ತನಿಖೆ ನಡೆಸಲಿ. ಸುದ್ದಿಗೋಷ್ಠಿಯಲ್ಲಿ ಗ್ರಾ.ಪಂ. ಸದಸ್ಯರಾದ ಶಿವಣ್ಣ, ಮಹದೇವ, ಮಹೇಶ್ ಇದ್ದರು.: [534, 2234, 833, 2279]
aries-icon: ♈: [10, 417, 30, 437]
horoscope-row: ♈ ಮೇಷ: ಸ್ನೇಹಿತರೊಂದಿಗೆ ಕಲಹಗಳನ್ನು ಉಂಟು ಬೇಗನೆ ಮಾಡಿ ಮಾನಸಿ ಗಾಢವಾಡುತ್ತೀರಿ ಗಳಿಗೆ ಪ್ರೀತಿಗೆ ಪಾತ್ರರಾಗುವಿರಿ. ಸಂಖ್ಯೆ: 9, ಬಣ್ಣ: ಕೆಂಪು.: [10, 417, 294, 453]
suddi-item2-headline: ಕಾಡಾನೆ ದಾಳಿಗೆ ಪೈಪ್ ನಾಶ: [11, 1535, 201, 1560]
day: ಶನಿವಾರ: [1265, 10, 1308, 28]
photo-credit: ಪ್ರತಿನಿಧಿ ಫೋಟೋ: [314, 763, 322, 803]
sidebar-title-1: ಪಾದಯಾತ್ರಿಗಳಿಗೆ ವಿಶೇಷ ದರ್ಶನ: [1182, 191, 1507, 222]
astrologer-name: ದೇವಿಶ್ರೀ ಸಂಪತ್ ಕುಮಾರ್: [11, 254, 99, 265]
chicken-body-2: ಸೋಮವಾರ ಅಧಿಕಾರಿಗಳು ಫೆ.11 ರಂದು ಪಟ್ಟಣಕ್ಕೆ ಭೇಟಿ ನೀಡಿ ಪರಿಶೀಲನೆ ನಡೆಸಿದಾಗ ಬಾಲಕ ಕೆಲಸ ಮಾಡುತ್ತಿರುವುದು ಪತ್ತೆಯಾಗಿದೆ. ಬಾಲ ಕಾರ್ಮಿಕ ಪದ್ಧತಿ ನಿಷೇಧ ಕಾಯ್ದೆಯಡಿ ಪ್ರಕರಣ ದಾಖಲಿಸಲಾಗಿದೆ. ಅಂಗಡಿ ಮಾಲೀಕರು ಮಕ್ಕಳನ್ನು ಕೆಲಸಕ್ಕೆ ಇಟ್ಟುಕೊಳ್ಳಬಾರದು ಎಂದು ಎಚ್ಚರಿಸಿದ್ದಾರೆ.: [986, 1622, 1243, 1683]
photo-credit: ಪ್ರತಿನಿಧಿ ಫೋಟೋ: [849, 2278, 857, 2318]
padayatri-byline: ಪ್ರತಿನಿಧಿ ವರದಿ ಕೊಳ್ಳೇಗಾಲ: [314, 1248, 397, 1259]
panchanga-text: 1947ನೇ ವಿಶ್ವಾವಸುನಾಮ ಸಂವತ್ಸರದ ಉತ್ತರಾಯಣೇ ಋತು: ಶಿಶಿರ. ಮಾಸ: ಮಾಘ. ಪಕ್ಷ: ಕೃಷ್ಣ. ತಿಥಿ: ದ್ವಾದಶಿ. ನಕ್ಷತ್ರ: ಪೂರ್ವಾಷಾಡ. 14-2-2026 ಶನಿವಾರ ಸೂರ್ಯೋದಯ: ಬೆ.6.45 ಸೂರ್ಯಾಸ್ತ: ಸಂ.6.29 ರಾಹುಕಾಲ: ಬೆ.9.10ರಿಂದ 11.10: [11, 317, 196, 403]
padayatri-photo: [314, 1021, 701, 1241]
astrologer-detail: ಅರ್ಚಕರು, ಚೆಲುವನಾರಾಯಣಸ್ವಾಮಿ ದೇಗುಲ ಹನೂರು. ಮೊ. 9036338480: [11, 269, 135, 292]
padapatha-box: [5, 75, 295, 188]
padapatha-title: ಪದಪಥ: [59, 79, 167, 117]
horoscope-row: ♒ ಕುಂಭ: ಪ್ರಯಾಣದಿಂದ ಸುಖ, ಆಪ್ತ ಬಂಧುಗಳಿಂದ ಸಹಿ ಸುದ್ದಿ ಕೇಳುವಿರಿ. ಸಂಖ್ಯೆ: 8, ಬಣ್ಣ: ನೀಲಿ.: [10, 1029, 294, 1066]
lead-column-3: ಪಡೆಯಲು ಸರತಿ ಸಾಲಿನಲ್ಲಿ ನಿಲ್ಲುವ ಸ್ಥಳದಲ್ಲಿ ಹಾಗೂ ದೇವಾಲಯದ ಮುಂಭಾಗದಲ್ಲಿ ಶಾಮಿಯಾನ ಅಳವಡಿಸಲಾಗಿದೆ. ಬೆಟ್ಟದಲ್ಲಿರುವ ಶೌಚಾಲಯ ಬಳಿಗೆ ತಾತ್ಕಾಲಿಕವಾಗಿ 50 ಶೌಚಾಲಯಗಳನ್ನು ನಿರ್ಮಿಸಲಾಗಿದೆ. ಸ್ವಚ್ಛತೆ ಕಾಪಾಡುವ ನಿಟ್ಟಿನಲ್ಲಿ ಕೆಲಸ ಮಾಡಲು ಹೆಚ್ಚುವರಿ ಪೌರಕಾರ್ಮಿಕರನ್ನು ನೇಮಿಸಲಾಗಿದೆ. ಪೊಲೀಸ್ ಬಂದೋಬಸ್ತ್: ತಾಲೂಕಿನ ಮಲೆಮಹದೇಶ್ವರ ಬೆಟ್ಟಕ್ಕೆ ಬರುವ ಭಕ್ತರ ಸುರಕ್ಷತೆಗಾಗಿ ಯಾವುದೇ ಅಹಿತಕರ ಘಟನೆ ನಡೆಯದಂತೆ ಮುನ್ನೆಚ್ಚರಿಕೆ ಕ್ರಮವಾಗಿ ಜಿಲ್ಲಾ ಪೊಲೀಸ್ ವರಿಷ್ಠಾಧಿಕಾರಿಗಳ ಮಾರ್ಗದರ್ಶನದಲ್ಲಿ ಅಗತ್ಯ ಪೊಲೀಸ್ ಬಂದೋಬಸ್ತ್ ವ್ಯವಸ್ಥೆ ಮಾಡಲಾಗಿದೆ.: [892, 440, 1176, 552]
chicken-headline: ಚಿಕನ್ ಸೆಂಟರ್ ಮಾಲೀಕನ ವಿರುದ್ಧ ಎಫ್‌ಐಆರ್ ದಾಖಲು: [754, 1529, 1210, 1607]
capricorn-icon: ♑: [10, 968, 30, 988]
lead-subhead: ಇಂದಿನಿಂದ ಐದು ದಿನಗಳ ಕಾಲ ವಿವಿಧ ಉತ್ಸವ | ಫೆ. 15ರಂದು ಎಣ್ಣೆ ಮಜ್ಜನ ಸೇವೆ, 18ರಂದು ಮಹಾರಥೋತ್ಸವ: [312, 155, 1038, 178]
suddi-item1-body: ಹನೂರು: ತಾಲೂಕಿನ ಮಾರ್ಟಳ್ಳಿ ಗ್ರಾಮದಲ್ಲಿ ಶುಕ್ರವಾರ ರಾತ್ರಿ ಚಿರತೆ ದಾಳಿ ನಡೆಸಿ ಕೊಟ್ಟಿಗೆಯಲ್ಲಿ ಕಟ್ಟಿ ಹಾಕಿದ್ದ ಎರಡು ಮೇಕೆಗಳನ್ನು ಕೊಂದು ಹಾಕಿದೆ. ಸ್ಥಳೀಯರು ಗ್ರಾಮದಲ್ಲಿ ಆತಂಕ ವ್ಯಕ್ತಪಡಿಸಿದ್ದು, ಅರಣ್ಯ ಇಲಾಖೆ ಸಿಬ್ಬಂದಿ ಸ್ಥಳಕ್ಕೆ ಭೇಟಿ ನೀಡಿ ಪರಿಶೀಲನೆ ನಡೆಸಿದ್ದಾರೆ. ಚಿರತೆ ಸೆರೆಗೆ ಬೋನು ಇರಿಸುವಂತೆ ಗ್ರಾಮಸ್ಥರು ಒತ್ತಾಯಿಸಿದ್ದಾರೆ. ಮೃತ ಮೇಕೆಗಳ ಮಾಲೀಕರಿಗೆ ಸೂಕ್ತ ಪರಿಹಾರ ನೀಡುವಂತೆ ಮನವಿ ಮಾಡಿದ್ದಾರೆ.: [11, 1243, 290, 1319]
libra-icon: ♎: [10, 784, 30, 805]
leo-icon: ♌: [10, 662, 30, 682]
padayatri-body: ತಾಲೂಕಿನ ಸತ್ತೇಗಾಲ ಬಳಿ 209 ರಾಷ್ಟ್ರೀಯ ಹೆದ್ದಾರಿಯಲ್ಲಿ ಮಲೆ ಮಹದೇಶ್ವರ ಬೆಟ್ಟಕ್ಕೆ ಮಹಾಶಿವರಾತ್ರಿ ಜಾತ್ರೆ ನಿಮಿತ್ತ ತೆರಳುತ್ತಿದ್ದ ಪಾದಯಾತ್ರಿಗಳಿಗೆ ಸರ್ಕಲ್ ಇನ್ಸ್‌ಪೆಕ್ಟರ್ ಎಂ.ಶಿವಮಾದಯ್ಯ ನೇತೃತ್ವದಲ್ಲಿ ರಸ್ತೆ ಸುರಕ್ಷತೆ ಕುರಿತು ಅರಿವು ಮೂಡಿಸಲಾಯಿತು. ಮಂಡ್ಯ, ರಾಮನಗರ, ಕನಕಪುರ, ಹಲಗೂರು, ಮಳವಳ್ಳಿ ಸೇರಿದಂತೆ ಹಲವು ಜಿಲ್ಲೆಗಳಿಂದ ಪ್ರತಿವರ್ಷದಂತೆ ಸಾವಿರಾರು ಸಂಖ್ಯೆಯಲ್ಲಿ ಪಾದಯಾತ್ರಿಗಳು ಶಿವರಾತ್ರಿ ವೇಳೆ ಮಹದೇಶ್ವರ ಬೆಟ್ಟಕ್ಕೆ ತೆರಳುತ್ತಿದ್ದಾರೆ. ಪಾದಯಾತ್ರಿಗಳು ರಸ್ತೆಯ ಎಡಬದಿಯಲ್ಲಿ ನಡೆಯಬೇಕು, ರಾತ್ರಿ ವೇಳೆ ಪ್ರತಿಫಲಕ ಜಾಕೆಟ್ ಧರಿಸಬೇಕು ಎಂದು ಸಲಹೆ ನೀಡಲಾಯಿತು. ನಂತರ ಬೆಳಗಿನ ಜಾವ ಬೆಟ್ಟಕ್ಕೆ ಹೋಗುವ ಭಕ್ತರು ರಸ್ತೆಯ ನಿಯಮಗಳನ್ನು ಪಾಲಿಸಿ ಸುರಕ್ಷಿತವಾಗಿ ತೆರಳಬೇಕು ಎಂದು ಮನವಿ ಮಾಡಿದರು. ವಾಹನ ಸವಾರರು ವೇಗ ಮಿತಿ ಕಾಯ್ದುಕೊಳ್ಳಬೇಕು ಎಂದು ಸೂಚಿಸಲಾಯಿತು.: [314, 1264, 701, 1393]
ambedkar-photo: [999, 1010, 1507, 1262]
horoscope-row: ♏ ವೃಶ್ಚಿಕ: ಆರೋಗ್ಯದಲ್ಲಿ ಸುಧಾರಣೆ, ವ್ಯಾಪಾರ ವ್ಯವಹಾರದಲ್ಲಿ ಪ್ರಗತಿ ಕಾಣುವಿರಿ. ಸಂಖ್ಯೆ: 9, ಬಣ್ಣ: ಕೆಂಪು.: [10, 845, 294, 882]
sidebar-quote-role: ಮಲೆ ಮಹದೇಶ್ವರ ಬೆಟ್ಟ ಅಭಿವೃದ್ಧಿ ಪ್ರಾಧಿಕಾರದ ಕಾರ್ಯದರ್ಶಿ: [1326, 840, 1501, 851]
section-name: ಚಾಮರಾಜನಗರ: [48, 17, 182, 47]
akki-body: ಕೊಳ್ಳೇಗಾಲ: ತಾಲೂಕಿನ ಹಳೇ ಅಣಗಳ್ಳಿ ಗ್ರಾಮದ ರಸ್ತೆಯಲ್ಲಿ ಅಕ್ರಮವಾಗಿ ಓಮಿನಿ ಕಾರಿನಲ್ಲಿ ಗುರುವಾರ 786 ಕೆಜಿ ಪಡಿತರ ಅಕ್ಕಿಯನ್ನು ಸಾಗಿಸುತ್ತಿದ್ದ ಚಾಲಕನನ್ನು ಗ್ರಾಮಾಂತರ ಪೊಲೀಸರು ಬಂಧಿಸಿದ್ದಾರೆ. ಶಿ.ನರಸೀಪುರ ಪಟ್ಟಣದ ನಿವಾಸಿ ಚಾಲಕ ರಾಜು ಬಂಧಿತ ಆರೋಪಿ. ಬಂಧಿತನಿಂದ ವಾಹನ ಸಹಿತ ಅಕ್ಕಿಯನ್ನು ವಶಪಡಿಸಿಕೊಳ್ಳಲಾಗಿದೆ. ಈ ಕುರಿತು ಗ್ರಾಮಾಂತರ ಪೊಲೀಸ್ ಠಾಣೆಯಲ್ಲಿ ಪ್ರಕರಣ ದಾಖಲಾಗಿದೆ. ಕಾರ್ಯಾಚರಣೆಯಲ್ಲಿ ಪಟ್ಟಣ ಪೊಲೀಸ್ ಠಾಣೆಯ ಸಿಬ್ಬಂದಿ ಪಾಲ್ಗೊಂಡಿದ್ದರು.: [1254, 1630, 1507, 1738]
suddi-pankti: [5, 1163, 295, 1904]
hana-body: ಅಂಬಳೆ ಗ್ರಾಮ ಪಂಚಾಯಿತಿ ಪಿಡಿಒ ಸಿ.ಎನ್.ಶಿವಣ್ಣ ಗ್ರಾಮ ಪಂಚಾಯಿತಿ ಹಣವನ್ನು ದುರುಪಯೋಗ ಮಾಡಿದ್ದಾರೆ ಎಂದು ಕೆಲವರು ಮಾಡಿರುವ ಆರೋಪ ನಿರಾಧಾರವಾಗಿದೆ ಎಂದು ಗ್ರಾಮ ಪಂಚಾಯಿತಿ ಮಾಜಿ ಅಧ್ಯಕ್ಷ ನವೀನ್ ಸ್ಪಷ್ಟಪಡಿಸಿದರು. ಪಟ್ಟಣದ ಪ್ರವಾಸಿ ಮಂದಿರದಲ್ಲಿ ಶುಕ್ರವಾರ ಸುದ್ದಿಗೋಷ್ಠಿಯಲ್ಲಿ ಮಾತನಾಡಿದ ಅವರು, ಗ್ರಾಮ ಪಂಚಾಯಿತಿಯಲ್ಲಿ ನಡೆದಿರುವ ಎಲ್ಲ ಕಾಮಗಾರಿಗಳ ಹಣವನ್ನು ನಿಯಮಾನುಸಾರ ಬಳಕೆ ಮಾಡಲಾಗಿದೆ. 15 ಲಕ್ಷ ರೂ. ಅನುದಾನದಲ್ಲಿ ಕಾಮಗಾರಿ ನಡೆಸಲಾಗಿದೆ. 57 ಲಕ್ಷ ರೂ. ಅನುದಾನದಲ್ಲಿ ಚರಂಡಿ ಕಾಮಗಾರಿ ಕೈಗೊಳ್ಳಲಾಗಿದೆ.: [5, 2043, 258, 2172]
hana-subhead: ಅಂಬಳೆ ಗ್ರಾಮ ಪಂಚಾಯಿತಿ ಮಾಜಿ ಅಧ್ಯಕ್ಷ ನವೀನ್ ಸ್ಪಷ್ಟೀಕರಣ: [5, 1986, 515, 2016]
quote-icon: [1187, 626, 1209, 647]
akki-headline: ಅಕ್ರಮವಾಗಿ ಪಡಿತರ ಅಕ್ಕಿ ಸಾಗಿಸುತ್ತಿದ್ದವನ ಬಂಧನ: [1296, 1378, 1465, 1434]
horoscope-row: ♎ ತುಲಾ: ಕಲಾವಿದರಿಗೆ ಪ್ರೋತ್ಸಾಹ ಹಾಗೂ ಹೆಚ್ಚಿನ ಅವಕಾಶ ಲಭ್ಯವಾಗಲಿದೆ. ಸಂತಸದ ವಾತಾವರಣವಿರಲಿದೆ. ಸಂಖ್ಯೆ: 6, ಬಣ್ಣ: ಬಿಳಿ.: [10, 784, 294, 821]
horoscope-row: ♑ ಮಕರ: ಯತ್ನಿಸಿದ ಕಾರ್ಯಗಳು ಅನುಕೂಲಕರ ವಾಗಲಿದೆ. ಆದಾಯ ತೃಪ್ತಿ ತರುವುದು. ಸಂಖ್ಯೆ: 8, ಬಣ್ಣ: ನೀಲಿ.: [10, 968, 294, 1004]
lead-headline: ಮ.ಬೆಟ್ಟದಲ್ಲಿ ಶಿವರಾತ್ರಿ ಜಾತ್ರೋತ್ಸವಕ್ಕೆ ಸಿದ್ಧತೆ: [312, 73, 1199, 144]
